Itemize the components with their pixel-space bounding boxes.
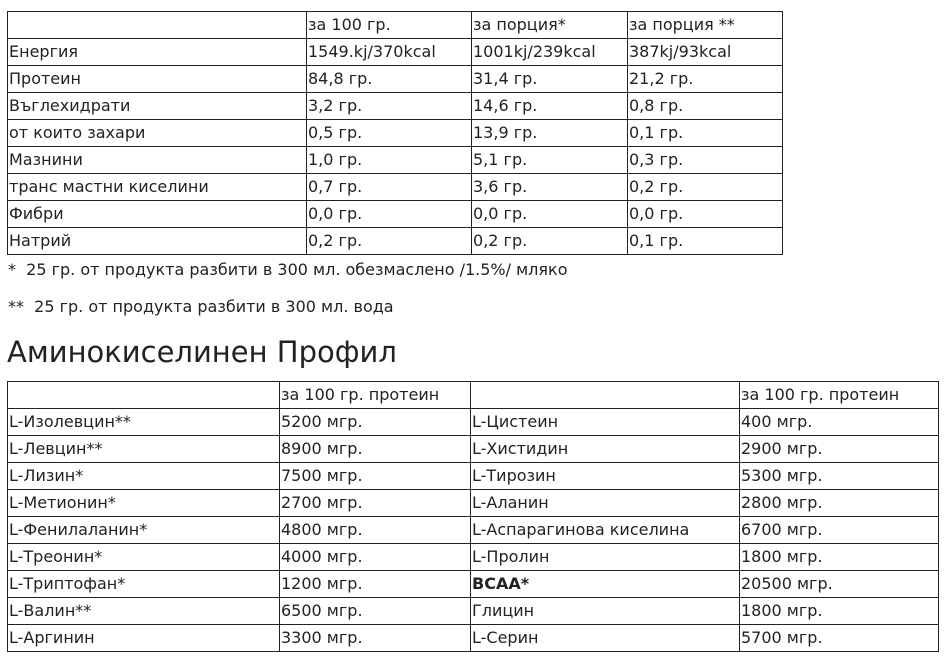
amino-header-cell [471, 382, 740, 409]
nutrient-value: 84,8 гр. [307, 66, 472, 93]
nutrient-name: от които захари [8, 120, 307, 147]
amino-value: 2900 мгр. [740, 436, 939, 463]
nutrient-name: Въглехидрати [8, 93, 307, 120]
amino-value: 6500 мгр. [280, 598, 471, 625]
nutrient-value: 31,4 гр. [472, 66, 628, 93]
amino-value: 8900 мгр. [280, 436, 471, 463]
nutrient-value: 0,1 гр. [628, 120, 783, 147]
amino-name: L-Аргинин [8, 625, 280, 652]
amino-value: 5200 мгр. [280, 409, 471, 436]
amino-value: 6700 мгр. [740, 517, 939, 544]
nutrition-header-cell [8, 12, 307, 39]
nutrition-header-row [8, 12, 783, 39]
table-row [8, 228, 783, 255]
nutrient-name: Мазнини [8, 147, 307, 174]
nutrient-value: 1,0 гр. [307, 147, 472, 174]
nutrient-value: 0,0 гр. [628, 201, 783, 228]
section-title: Аминокиселинен Профил [7, 335, 397, 369]
nutrient-value: 0,2 гр. [472, 228, 628, 255]
nutrient-name: Протеин [8, 66, 307, 93]
nutrient-value: 0,3 гр. [628, 147, 783, 174]
table-row [8, 66, 783, 93]
amino-value: 3300 мгр. [280, 625, 471, 652]
amino-value: 7500 мгр. [280, 463, 471, 490]
nutrient-name: Натрий [8, 228, 307, 255]
nutrient-value: 0,8 гр. [628, 93, 783, 120]
amino-header-row [8, 382, 939, 409]
nutrient-value: 3,2 гр. [307, 93, 472, 120]
table-row [8, 625, 939, 652]
nutrient-value: 21,2 гр. [628, 66, 783, 93]
nutrient-value: 387kj/93kcal [628, 39, 783, 66]
nutrient-value: 1549.kj/370kcal [307, 39, 472, 66]
table-row [8, 436, 939, 463]
amino-value: 2700 мгр. [280, 490, 471, 517]
amino-value: 4800 мгр. [280, 517, 471, 544]
amino-value: 1800 мгр. [740, 598, 939, 625]
footnote-single-asterisk: * 25 гр. от продукта разбити в 300 мл. обезмаслено /1.5%/ мляко [8, 260, 568, 279]
table-row [8, 147, 783, 174]
table-row [8, 490, 939, 517]
amino-value: 1800 мгр. [740, 544, 939, 571]
amino-name: L-Триптофан* [8, 571, 280, 598]
amino-acid-table [7, 381, 939, 652]
amino-value: 1200 мгр. [280, 571, 471, 598]
nutrient-value: 5,1 гр. [472, 147, 628, 174]
amino-name: L-Хистидин [471, 436, 740, 463]
table-row [8, 93, 783, 120]
nutrient-name: Енергия [8, 39, 307, 66]
nutrition-table [7, 11, 783, 255]
table-row [8, 409, 939, 436]
amino-name: L-Лизин* [8, 463, 280, 490]
nutrition-header-cell: за 100 гр. [307, 12, 472, 39]
nutrient-value: 0,1 гр. [628, 228, 783, 255]
nutrient-value: 3,6 гр. [472, 174, 628, 201]
table-row [8, 201, 783, 228]
table-row [8, 544, 939, 571]
amino-value: 20500 мгр. [740, 571, 939, 598]
table-row [8, 598, 939, 625]
nutrient-value: 0,5 гр. [307, 120, 472, 147]
amino-value: 400 мгр. [740, 409, 939, 436]
amino-name: L-Цистеин [471, 409, 740, 436]
table-row [8, 39, 783, 66]
nutrient-value: 0,0 гр. [472, 201, 628, 228]
nutrient-value: 14,6 гр. [472, 93, 628, 120]
amino-name: L-Левцин** [8, 436, 280, 463]
amino-value: 4000 мгр. [280, 544, 471, 571]
nutrient-value: 13,9 гр. [472, 120, 628, 147]
table-row [8, 120, 783, 147]
table-row [8, 517, 939, 544]
amino-header-cell: за 100 гр. протеин [280, 382, 471, 409]
table-row [8, 571, 939, 598]
nutrient-value: 0,2 гр. [628, 174, 783, 201]
nutrient-value: 0,0 гр. [307, 201, 472, 228]
amino-name: L-Метионин* [8, 490, 280, 517]
amino-name: L-Фенилаланин* [8, 517, 280, 544]
nutrient-value: 0,7 гр. [307, 174, 472, 201]
nutrient-name: Фибри [8, 201, 307, 228]
nutrition-header-cell: за порция ** [628, 12, 783, 39]
amino-value: 5300 мгр. [740, 463, 939, 490]
amino-value: 2800 мгр. [740, 490, 939, 517]
amino-name-bcaa: BCAA* [471, 571, 740, 598]
amino-name: L-Изолевцин** [8, 409, 280, 436]
amino-name: L-Треонин* [8, 544, 280, 571]
amino-name: Глицин [471, 598, 740, 625]
amino-name: L-Серин [471, 625, 740, 652]
nutrient-name: транс мастни киселини [8, 174, 307, 201]
amino-value: 5700 мгр. [740, 625, 939, 652]
amino-name: L-Пролин [471, 544, 740, 571]
footnote-double-asterisk: ** 25 гр. от продукта разбити в 300 мл. вода [8, 297, 394, 316]
amino-name: L-Валин** [8, 598, 280, 625]
nutrient-value: 0,2 гр. [307, 228, 472, 255]
amino-header-cell: за 100 гр. протеин [740, 382, 939, 409]
nutrient-value: 1001kj/239kcal [472, 39, 628, 66]
amino-name: L-Аланин [471, 490, 740, 517]
amino-name: L-Тирозин [471, 463, 740, 490]
table-row [8, 174, 783, 201]
table-row [8, 463, 939, 490]
amino-header-cell [8, 382, 280, 409]
amino-name: L-Аспарагинова киселина [471, 517, 740, 544]
nutrition-header-cell: за порция* [472, 12, 628, 39]
